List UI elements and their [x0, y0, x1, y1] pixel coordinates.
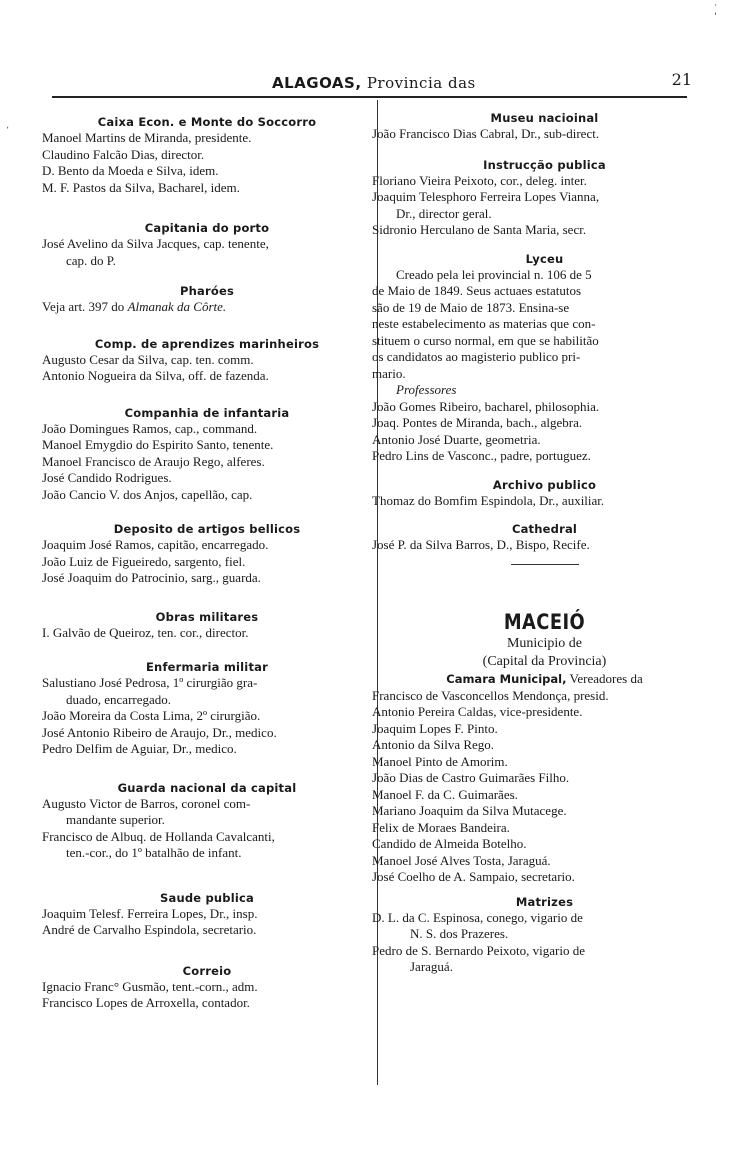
entry-line: Manoel Pinto de Amorim. — [372, 753, 508, 769]
entry-line: Francisco Lopes de Arroxella, contador. — [42, 995, 250, 1010]
section-saude — [42, 890, 372, 939]
corner-marks: ᐧ ˈ — [714, 0, 718, 24]
professores-label: Professores — [396, 382, 457, 397]
entry-line: José Antonio Ribeiro de Araujo, Dr., medico. — [42, 724, 277, 740]
camara-heading — [372, 671, 717, 688]
header-rule — [52, 96, 687, 98]
maceio-title: MACEIÓ — [503, 610, 586, 634]
entry-line: Joaquim José Ramos, capitão, encarregado. — [42, 537, 269, 552]
header-subtitle: Provincia das — [366, 74, 476, 92]
entry-line: José Joaquim do Patrocinio, sarg., guarda. — [42, 570, 261, 585]
section-caixa — [42, 114, 372, 196]
entry-line: neste estabelecimento as materias que con- — [372, 316, 596, 331]
municipio-label: Municipio de — [506, 636, 583, 651]
section-title: Museu nacioinal — [490, 111, 599, 125]
entry-line — [42, 299, 372, 316]
entry-line: duado, encarregado. — [66, 691, 172, 707]
entry-line: Manoel Martins de Miranda, presidente. — [42, 130, 252, 145]
entry-line: Joaquim Lopes F. Pinto. — [372, 720, 498, 736]
entry-line: Sidronio Herculano de Santa Maria, secr. — [372, 222, 587, 237]
entry-line: Claudino Falcão Dias, director. — [42, 146, 205, 162]
header-province: ALAGOAS, — [272, 74, 362, 92]
entry-line: stituem o curso normal, em que se habilitão — [372, 332, 599, 348]
entry-line: João Francisco Dias Cabral, Dr., sub-direct. — [372, 126, 600, 141]
entry-line: D. L. da C. Espinosa, conego, vigario de — [372, 909, 583, 925]
section-cathedral — [372, 521, 717, 565]
camara-suffix: Vereadores da — [569, 671, 643, 686]
entry-line: Antonio Pereira Caldas, vice-presidente. — [372, 704, 583, 719]
entry-line: André de Carvalho Espindola, secretario. — [42, 922, 257, 937]
section-title: Obras militares — [155, 609, 259, 624]
entry-line: Augusto Victor de Barros, coronel com- — [42, 795, 251, 811]
entry-line: João Gomes Ribeiro, bacharel, philosophia. — [372, 398, 600, 414]
entry-line: João Domingues Ramos, cap., command. — [42, 420, 258, 436]
section-title: Pharóes — [180, 284, 234, 298]
capital-label: (Capital da Provincia) — [482, 654, 607, 669]
entry-line: ten.-cor., do 1º batalhão de infant. — [66, 845, 242, 860]
entry-line: Pedro Lins de Vasconc., padre, portuguez. — [372, 448, 591, 463]
entry-line: Thomaz do Bomfim Espindola, Dr., auxiliar. — [372, 492, 605, 508]
almanak-reference: Almanak da Côrte. — [127, 299, 227, 314]
entry-line: Candido de Almeida Botelho. — [372, 836, 527, 851]
entry-line: José Coelho de A. Sampaio, secretario. — [372, 869, 575, 884]
entry-line: Francisco de Albuq. de Hollanda Cavalcanti, — [42, 828, 275, 844]
entry-line: Joaquim Telesf. Ferreira Lopes, Dr., insp. — [42, 905, 258, 921]
page-header — [52, 62, 692, 90]
right-column — [372, 104, 717, 976]
entry-line: de Maio de 1849. Seus actuaes estatutos — [372, 283, 582, 298]
entry-line: Ignacio Franc° Gusmão, tent.-corn., adm. — [42, 978, 258, 994]
entry-line: Joaq. Pontes de Miranda, bach., algebra. — [372, 415, 583, 430]
entry-line: João Moreira da Costa Lima, 2º cirurgião. — [42, 708, 261, 723]
entry-line: Antonio da Silva Rego. — [372, 737, 495, 752]
entry-line: Creado pela lei provincial n. 106 de 5 — [396, 266, 592, 282]
entry-line: cap. do P. — [66, 252, 116, 268]
entry-line: Francisco de Vasconcellos Mendonça, presid. — [372, 687, 609, 703]
section-aprendizes — [42, 336, 372, 385]
section-infantaria — [42, 405, 372, 504]
section-title: Guarda nacional da capital — [117, 780, 297, 795]
camara-title: Camara Municipal, — [446, 672, 567, 686]
entry-line: Pedro Delfim de Aguiar, Dr., medico. — [42, 741, 237, 756]
entry-line: João Luiz de Figueiredo, sargento, fiel. — [42, 553, 246, 569]
section-title: Companhia de infantaria — [124, 405, 290, 420]
entry-line: Jaraguá. — [410, 959, 453, 974]
entry-line: Pedro de S. Bernardo Peixoto, vigario de — [372, 942, 586, 958]
entry-line: Mariano Joaquim da Silva Mutacege. — [372, 803, 567, 818]
entry-line: mario. — [372, 365, 406, 381]
section-guarda — [42, 780, 372, 862]
section-deposito — [42, 521, 372, 587]
entry-line: Felix de Moraes Bandeira. — [372, 819, 510, 835]
pharoes-prefix: Veja art. 397 do — [42, 299, 128, 314]
entry-line: I. Galvão de Queiroz, ten. cor., director. — [42, 624, 249, 640]
section-archivo — [372, 477, 717, 510]
entry-line: M. F. Pastos da Silva, Bacharel, idem. — [42, 179, 240, 195]
section-title: Correio — [182, 963, 232, 978]
entry-line: N. S. dos Prazeres. — [410, 926, 509, 941]
entry-line: Augusto Cesar da Silva, cap. ten. comm. — [42, 351, 254, 367]
entry-line: José P. da Silva Barros, D., Bispo, Recife. — [372, 537, 590, 552]
page-number: 21 — [671, 70, 692, 89]
section-enfermaria — [42, 659, 372, 758]
section-title: Saude publica — [160, 890, 254, 905]
section-title: Archivo publico — [492, 477, 597, 492]
section-title: Matrizes — [515, 894, 574, 909]
entry-line: Salustiano José Pedrosa, 1º cirurgião gra- — [42, 675, 258, 690]
entry-line: Antonio José Duarte, geometria. — [372, 431, 541, 447]
section-divider — [511, 564, 579, 566]
section-lyceu — [372, 251, 717, 465]
entry-line: Antonio Nogueira da Silva, off. de fazenda. — [42, 368, 269, 383]
entry-line: José Avelino da Silva Jacques, cap. tenente, — [42, 236, 269, 251]
section-capitania — [42, 220, 372, 269]
entry-line: mandante superior. — [66, 812, 165, 827]
section-title: Comp. de aprendizes marinheiros — [94, 336, 320, 351]
section-title: Enfermaria militar — [146, 660, 268, 674]
section-pharoes — [42, 283, 372, 316]
section-title: Cathedral — [511, 522, 578, 536]
margin-mark: ‘ — [6, 126, 9, 136]
section-title: Caixa Econ. e Monte do Soccorro — [97, 115, 317, 129]
entry-line: Joaquim Telesphoro Ferreira Lopes Vianna, — [372, 189, 600, 204]
entry-line: Manoel Emygdio do Espirito Santo, tenente. — [42, 437, 274, 452]
section-title: Instrucção publica — [483, 157, 606, 172]
entry-line: Floriano Vieira Peixoto, cor., deleg. inter. — [372, 172, 587, 188]
entry-line: são de 19 de Maio de 1873. Ensina-se — [372, 299, 570, 315]
entry-line: Dr., director geral. — [396, 205, 492, 221]
entry-line: Manoel José Alves Tosta, Jaraguá. — [372, 852, 551, 868]
entry-line: D. Bento da Moeda e Silva, idem. — [42, 163, 219, 178]
left-column — [42, 104, 372, 1012]
section-museu — [372, 110, 717, 143]
section-title: Deposito de artigos bellicos — [113, 522, 301, 536]
section-instrucao — [372, 157, 717, 239]
entry-line: os candidatos ao magisterio publico pri- — [372, 349, 581, 364]
entry-line: Manoel Francisco de Araujo Rego, alferes. — [42, 453, 265, 469]
section-maceio — [372, 609, 717, 976]
section-title: Lyceu — [525, 251, 564, 266]
entry-line: João Cancio V. dos Anjos, capellão, cap. — [42, 486, 253, 502]
section-title: Capitania do porto — [144, 221, 270, 235]
section-obras — [42, 609, 372, 642]
entry-line: Manoel F. da C. Guimarães. — [372, 786, 518, 802]
section-correio — [42, 963, 372, 1012]
entry-line: José Candido Rodrigues. — [42, 470, 172, 485]
header-title — [272, 74, 476, 92]
entry-line: João Dias de Castro Guimarães Filho. — [372, 770, 570, 785]
